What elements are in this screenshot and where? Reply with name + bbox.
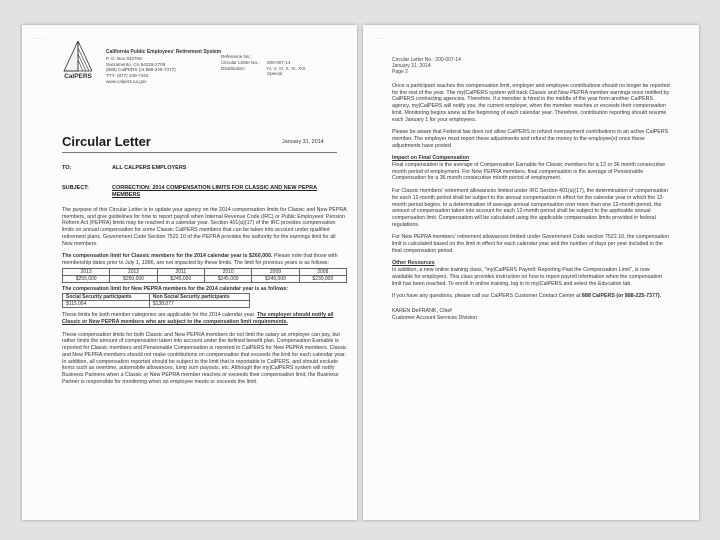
letter-body [62, 207, 347, 391]
letter-body-continued [392, 83, 672, 321]
table-header: Social Security participants [63, 294, 150, 301]
meta-row: Distribution: IV, V, VI, X, XI, XVI [221, 65, 306, 71]
section-heading-final-compensation: Impact on Final Compensation [392, 155, 470, 162]
applicability-paragraph: These limits for both member categories are applicable for the 2014 calendar year. The employer should notify all Classic or New PEPRA members who are subject to the compensation limit requirements. [62, 312, 334, 326]
page-corner-mark: - - - - - [373, 36, 387, 42]
paragraph: These compensation limits for both Classic and New PEPRA members do not limit the salary an employer can pay, but rather limits the amount of compensation taken into account under the defined benefit plan. Compensation Earnable is reported for Classic members and Pensionable Compensation is reported to CalPERS for New PEPRA members. Classic and New PEPRA members should not make contributions on compensation that exceeds the limit for each calendar year. In addition, all compensation reported should be subject to the limit that is reportable to CalPERS, and should exclude items such as overtime, automobile allowances, lump sum payouts, etc. Although the my|CalPERS system will notify Business Partners when a Classic or New PEPRA member reaches or exceeds their compensation limit, the Business Partner is responsible for monitoring when an employee meets or exceeds the limit. [62, 331, 347, 385]
paragraph: Final compensation is the average of Compensation Earnable for Classic members for a 12 or 36 month consecutive month period of employment. For New PEPRA members, final compensation is the average of Pensionable Compensation for a 36 month consecutive month period of employment. [392, 162, 666, 182]
to-value: ALL CALPERS EMPLOYERS [112, 165, 187, 171]
table-row [63, 301, 250, 308]
subject-label: SUBJECT: [62, 185, 89, 191]
signer-division: Customer Account Services Division [392, 314, 478, 321]
table-cell: 2011 [157, 268, 204, 275]
calpers-logo [56, 40, 100, 80]
document-heading: Circular Letter [62, 134, 151, 149]
table-cell: 2008 [299, 268, 346, 275]
paragraph: In addition, a new online training class, "my|CalPERS Payroll: Reporting Past the Compensation Limit", is now available for employers. This class provides instruction on how to report payroll information when the compensation limit has been reached. To enroll in online training, log in to my|CalPERS and select the Education tab. [392, 267, 662, 287]
header-line: Circular Letter No.: 200-007-14 [392, 57, 461, 63]
classic-limit-paragraph: The compensation limit for Classic members for the 2014 calendar year is $260,000. Please note that those with membership dates prior to July 1, 1996, are not impacted by these limits. The limit for previous years is as follows: [62, 253, 338, 266]
table-cell: $245,000 [157, 275, 204, 282]
letter-date: January 31, 2014 [282, 139, 324, 145]
contact-paragraph: If you have any questions, please call our CalPERS Customer Contact Center at 888 CalPERS (or 888-225-7377). [392, 293, 662, 300]
header-line: January 31, 2014 [392, 63, 431, 69]
page-2-header [392, 57, 461, 75]
reference-block [221, 54, 351, 77]
header-line: Page 2 [392, 69, 408, 75]
heading-rule [62, 152, 337, 153]
meta-row: Circular Letter No.: 200-007-14 [221, 59, 291, 65]
table-cell: 2013 [63, 268, 110, 275]
pepra-limit-heading: The compensation limit for New PEPRA members for the 2014 calendar year is as follows: [62, 285, 289, 292]
meta-row: Special [267, 71, 283, 77]
paragraph: For Classic members' retirement allowances limited under IRC Section 401(a)(17), the determination of compensation for each 12-month period shall be subject to the annual compensation in effect for the calendar year in which the 12-month period begins. In a determination of average annual compensation over more than one 12-month period, the amount of compensation taken into account for each 12-month period shall be subject to the applicable annual compensation limit. Compensation will be calculated using the applicable compensation limits provided in federal regulations. [392, 188, 668, 228]
org-address-block [106, 49, 222, 85]
table-row [63, 294, 250, 301]
letter-page-2 [363, 25, 699, 520]
signer-name: KAREN DeFRANK, Chief [392, 307, 452, 314]
paragraph: Please be aware that Federal law does not allow CalPERS to refund overpayment contributions to an active CalPERS member. The employer must report these adjustments and refund the money to the employee(s) once these adjustments have posted. [392, 129, 669, 149]
subject-value: CORRECTION: 2014 COMPENSATION LIMITS FOR CLASSIC AND NEW PEPRA MEMBERS [112, 185, 318, 198]
table-cell: 2009 [252, 268, 299, 275]
table-cell: 2010 [204, 268, 251, 275]
meta-row: Reference No.: [221, 54, 252, 59]
pepra-limit-table [62, 293, 250, 308]
table-cell: $115,064 [63, 301, 150, 308]
table-cell: $230,000 [299, 275, 346, 282]
table-row [63, 268, 347, 275]
org-line: Sacramento, CA 94229-2709 [106, 61, 166, 67]
signature-block [392, 308, 672, 321]
prior-years-table [62, 268, 347, 283]
paragraph: The purpose of this Circular Letter is to update your agency on the 2014 compensation limits for Classic and New PEPRA members, and give guidelines for how to report payroll when Internal Revenue Code (IRC) or Public Employees' Pension Reform Act (PEPRA) limits may be reached in a calendar year. Section 401(a)(17) of the IRC provides compensation limits on annual compensation for some Classic CalPERS members that can be taken into account under qualified retirement plans. Government Code Section 7522.10 of the PEPRA provides the authority for the earnings limit for all New members. [62, 207, 347, 247]
org-line: P. O. Box 942709 [106, 55, 142, 61]
to-label: TO: [62, 165, 72, 171]
contact-phone: 888 CalPERS (or 888-225-7377). [581, 293, 662, 300]
table-cell: $138,077 [149, 301, 249, 308]
table-cell: $245,000 [204, 275, 251, 282]
table-cell: $255,000 [63, 275, 110, 282]
table-cell: $245,000 [252, 275, 299, 282]
table-cell: 2012 [110, 268, 157, 275]
table-cell: $250,000 [110, 275, 157, 282]
table-header: Non Social Security participants [149, 294, 249, 301]
paragraph: For New PEPRA members' retirement allowances limited under Government Code section 7522.10, the compensation limit is calculated based on the limit in effect for each calendar year and the number of days per year included in the final compensation period. [392, 234, 669, 254]
page-corner-mark: - - - - - [32, 36, 46, 42]
logo-wordmark: CalPERS [64, 73, 92, 80]
org-line: TTY: (877) 249-7442 [106, 73, 149, 79]
org-website: www.calpers.ca.gov [106, 78, 147, 84]
paragraph: Once a participant reaches the compensation limit, employer and employee contributions should no longer be reported for the rest of the year. The my|CalPERS system will track Classic and New PEPRA member earnings once notified by CalPERS contracting agencies. Therefore, if a member is hired in the middle of the year from another CalPERS agency, my|CalPERS will notify you, the current employer, when the member reaches or exceeds their compensation limit. Monitoring begins anew at the beginning of each calendar year. Therefore, contribution reporting should resume each January 1 for your employees. [392, 83, 670, 123]
table-row [63, 275, 347, 282]
org-line: (888) CalPERS (or 888-225-7377) [106, 67, 176, 73]
calpers-logo-icon [61, 40, 95, 72]
org-title: California Public Employees' Retirement System [106, 49, 222, 55]
section-heading-other-resources: Other Resources [392, 260, 435, 267]
letter-page-1 [22, 25, 357, 520]
